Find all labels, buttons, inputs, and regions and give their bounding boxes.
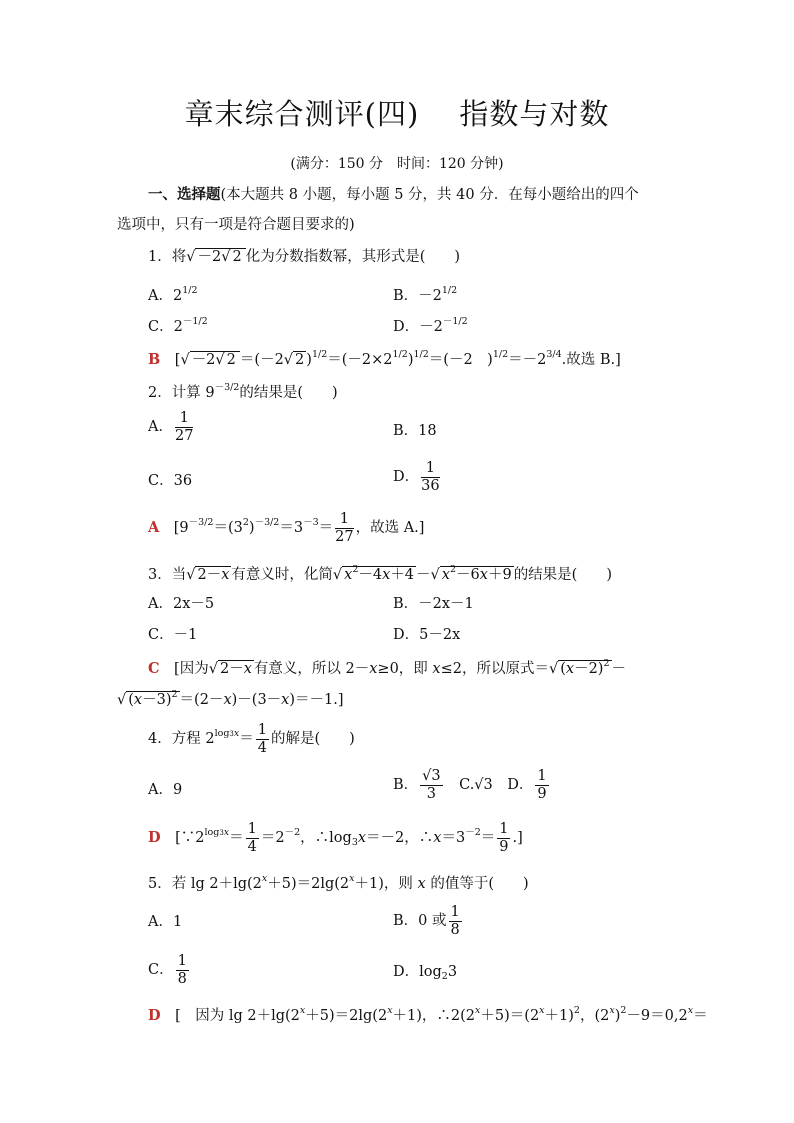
section-heading: 一、选择题	[148, 186, 221, 203]
question-5-answer: D [ 因为 $\lg 2+\lg(2^x+5)=2\lg(2^x+1)$，$\therefore 2(2^x+5)=(2^x+1)^2$，$(2^x)^2-9=0,2^x=$	[148, 1005, 708, 1024]
question-3-option-a: A．2x－5	[148, 596, 215, 612]
question-3-option-b: B．－2x－1	[393, 596, 474, 612]
question-2-option-b: B．18	[393, 423, 437, 439]
section-desc-1: (本大题共 8 小题，每小题 5 分，共 40 分．在每小题给出的四个	[220, 187, 639, 203]
question-3-stem: 3．当√ 2－x 有意义时，化简√ $x^2-4x+4$ －√ $x^2-6x+9$ 的结果是( )	[148, 564, 613, 583]
question-1-option-c: C．$2^{-1/2}$	[148, 316, 208, 335]
question-5-option-d: D．$\log_23$	[393, 964, 458, 982]
question-4-option-a: A．9	[148, 782, 183, 798]
title-sub: 指数与对数	[459, 97, 610, 131]
answer-label: A	[148, 519, 160, 537]
answer-label: C	[148, 660, 160, 677]
question-1-answer: B [√ －2√ 2 ＝(－2√ 2 )$^{1/2}=(-2\times 2^{1/2})^{1/2}=(-2$ )$^{1/2}=-2^{3/4}$.故选 B.]	[148, 349, 621, 368]
exam-info: (满分：150 分 时间：120 分钟)	[290, 156, 504, 172]
section-desc-2: 选项中，只有一项是符合题目要求的)	[117, 217, 355, 233]
question-1-option-b: B．$-2^{1/2}$	[393, 285, 458, 304]
question-5-stem: 5．若 $\lg 2+\lg(2^x+5)=2\lg(2^x+1)$，则 x 的值等于( )	[148, 873, 529, 892]
question-3-option-d: D．5－2x	[393, 627, 461, 643]
question-3-answer-line-2: √ $(x-3)^2 =(2-x)-(3-x)=-1$.]	[117, 689, 344, 708]
answer-label: D	[148, 829, 161, 847]
question-4-answer: D [$\because 2^{log3x}=$ $\frac{1}{4}$ $=2^{-2}$，$\therefore\log_3x=-2$，$\therefore x=3^{-2}=$ $\frac{1}{9}$ .]	[148, 821, 523, 855]
question-2-option-a: A． $\frac{1}{27}$	[148, 410, 194, 444]
question-5-option-c: C． $\frac{1}{8}$	[148, 953, 187, 987]
question-4-options-bcd: B． $\frac{√3}{3}$ C.√3 D． $\frac{1}{9}$	[393, 768, 547, 802]
question-2-option-d: D． $\frac{1}{36}$	[393, 460, 440, 494]
question-2-option-c: C．36	[148, 473, 193, 489]
section-header	[148, 186, 639, 204]
question-5-option-a: A．1	[148, 914, 183, 930]
question-1-stem: 1．将√ －2√ 2 化为分数指数幂，其形式是( )	[148, 249, 461, 265]
question-2-answer: A [$9^{-3/2}=(3^2)^{-3/2}=3^{-3}=$ $\frac{1}{27}$ ，故选 A.]	[148, 511, 425, 545]
question-4-stem: 4．方程 $2^{log3x}=$ $\frac{1}{4}$ 的解是( )	[148, 722, 355, 756]
question-3-option-c: C．－1	[148, 627, 198, 643]
question-2-stem: 2．计算 $9^{-3/2}$的结果是( )	[148, 382, 338, 401]
question-5-option-b: B．0 或 $\frac{1}{8}$	[393, 904, 460, 938]
question-1-option-d: D．$-2^{-1/2}$	[393, 316, 468, 335]
answer-label: B	[148, 351, 161, 368]
question-3-answer-line-1: C [因为√ 2－x 有意义，所以 2－x≥0，即 x≤2，所以原式＝√ $(x-2)^2$ －	[148, 658, 627, 677]
title-main: 章末综合测评(四)	[184, 97, 420, 131]
answer-label: D	[148, 1007, 161, 1024]
page-title	[0, 92, 794, 133]
question-1-option-a: A．$2^{1/2}$	[148, 285, 198, 304]
